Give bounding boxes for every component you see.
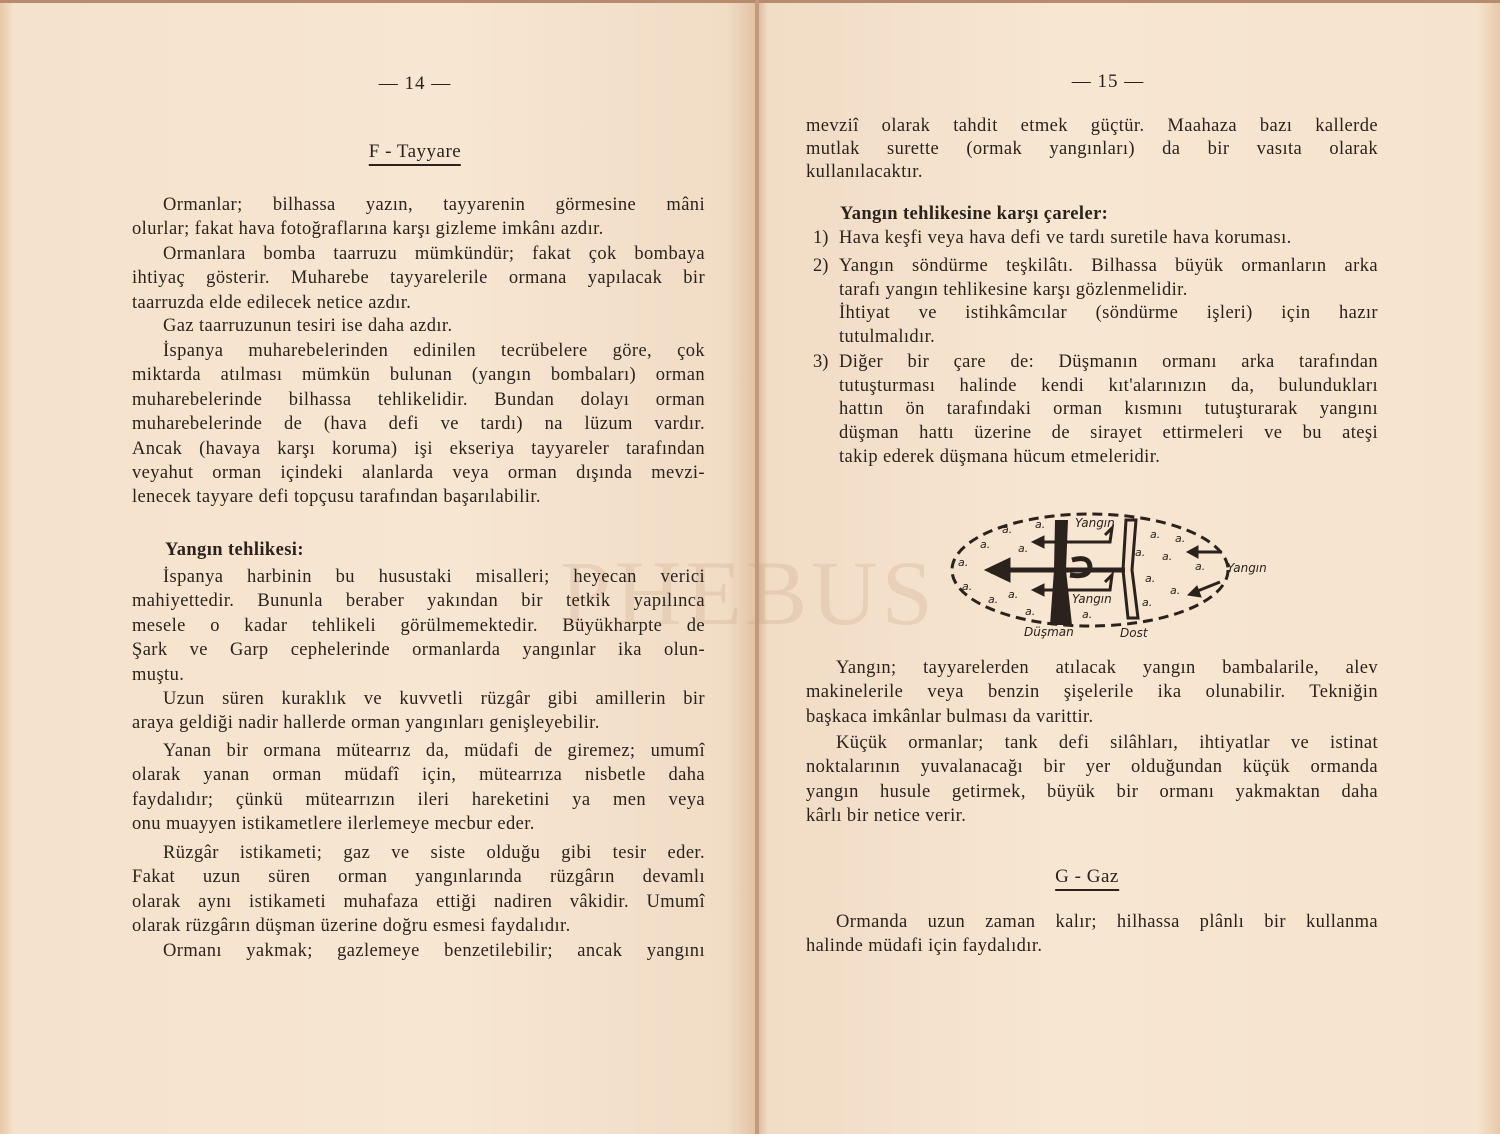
text-line: muharebelerinde de (hava defi ve tardı) na lüzum vardır. [132, 414, 705, 435]
text-line: Yangın; tayyarelerden atılacak yangın bambalarile, alev [836, 658, 1378, 678]
svg-text:a.: a. [988, 593, 999, 606]
text-line: olurlar; fakat hava fotoğraflarına karşı gizleme imkânı azdır. [132, 219, 604, 240]
page-number-right: — 15 — [1071, 71, 1145, 92]
text-line: Diğer bir çare de: Düşmanın ormanı arka tarafından [839, 352, 1378, 372]
section-title-f: F - Tayyare [369, 141, 461, 166]
text-line: Uzun süren kuraklık ve kuvvetli rüzgâr gibi amillerin bir [163, 689, 705, 709]
text-line: faydalıdır; çünkü mütearrızın ileri hareketini ya men veya [132, 789, 705, 810]
svg-text:a.: a. [1150, 528, 1161, 541]
text-line: Küçük ormanlar; tank defi silâhları, ihtiyatlar ve istinat [836, 733, 1378, 753]
text-line: olarak aynı istikameti muhafaza ettiği nadiren vâkidir. Umumî [132, 891, 705, 912]
list-number: 2) [813, 256, 829, 276]
text-line: hattın ön tarafındaki orman kısmını tutuşturarak yangını [839, 399, 1378, 420]
text-line: kârlı bir netice verir. [806, 806, 967, 827]
svg-text:a.: a. [1162, 550, 1173, 563]
svg-text:a.: a. [1170, 584, 1181, 597]
label-fire-right: Yangın [1227, 561, 1267, 575]
text-line: Ormanda uzun zaman kalır; hilhassa plânlı bir kullanma [836, 912, 1378, 932]
watermark: PHEBUS [560, 542, 937, 644]
svg-text:a.: a. [1082, 608, 1093, 621]
section-title-g: G - Gaz [1055, 866, 1119, 891]
svg-text:a.: a. [980, 538, 991, 551]
svg-text:a.: a. [1175, 532, 1186, 545]
svg-text:a.: a. [1025, 605, 1036, 618]
text-line: lenecek tayyare defi topçusu tarafından başarılabilir. [132, 487, 541, 508]
text-line: araya geldiği nadir hallerde orman yangınları genişleyebilir. [132, 713, 600, 734]
svg-text:a.: a. [1195, 560, 1206, 573]
text-line: onu muayyen istikametlere ilerlemeye mecbur eder. [132, 814, 535, 835]
text-line: veyahut orman içindeki alanlarda veya orman dışında mevzi- [132, 463, 705, 483]
page-number-left: — 14 — [378, 73, 452, 94]
text-line: Ancak (havaya karşı koruma) işi ekseriya tayyareler tarafından [132, 438, 705, 459]
list-number: 1) [813, 228, 829, 248]
text-line: Yanan bir ormana mütearrız da, müdafi de giremez; umumî [163, 741, 705, 761]
enemy-salient [1070, 559, 1090, 576]
section-heading: Yangın tehlikesi: [165, 540, 304, 560]
section-heading: Yangın tehlikesine karşı çareler: [840, 204, 1109, 224]
svg-text:a.: a. [962, 580, 973, 593]
svg-text:a.: a. [1002, 523, 1013, 536]
text-line: ihtiyaç gösterir. Muharebe tayyarelerile ormana yapılacak bir [132, 268, 705, 289]
text-line: Fakat uzun süren orman yangınlarında rüzgârın devamlı [132, 867, 705, 888]
text-line: tutulmalıdır. [839, 327, 936, 348]
text-line: mahiyettedir. Bununla beraber yakından bir tetkik yapılınca [132, 591, 705, 612]
text-line: mevziî olarak tahdit etmek güçtür. Maahaza bazı kallerde [806, 116, 1378, 136]
text-line: halinde müdafi için faydalıdır. [806, 936, 1043, 957]
svg-text:a.: a. [1035, 518, 1046, 531]
text-line: taarruzda elde edilecek netice azdır. [132, 292, 412, 313]
text-line: başkaca imkânlar bulması da varittir. [806, 706, 1094, 727]
text-line: muharebelerinde bilhassa tehlikelidir. Bundan dolayı orman [132, 389, 705, 410]
text-line: mesele o kadar tehlikeli görülmemektedir. Büyükharpte de [132, 615, 705, 636]
fire-arrows [985, 528, 1222, 597]
label-fire-top: Yangın [1075, 516, 1115, 530]
text-line: muştu. [132, 664, 185, 685]
text-line: makinelerile veya benzin şişelerile ika olunabilir. Tekniğin [806, 682, 1378, 703]
text-line: noktalarının yuvalanacağı bir yer olduğundan küçük ormanda [806, 757, 1378, 778]
svg-text:a.: a. [1142, 596, 1153, 609]
friendly-line [1123, 520, 1138, 618]
text-line: tarafı yangın tehlikesine karşı gözlenmelidir. [839, 279, 1188, 300]
text-line: İhtiyat ve istihkâmcılar (söndürme işleri) için hazır [839, 303, 1378, 324]
text-line: miktarda atılması mümkün bulunan (yangın bombaları) orman [132, 365, 705, 386]
forest-fire-diagram [940, 500, 1280, 645]
text-line: Yangın söndürme teşkilâtı. Bilhassa büyük ormanların arka [839, 256, 1378, 276]
svg-text:a.: a. [1145, 572, 1156, 585]
svg-text:a.: a. [990, 564, 1001, 577]
label-friend: Dost [1120, 626, 1148, 640]
svg-text:a.: a. [958, 556, 969, 569]
svg-text:a.: a. [1008, 588, 1019, 601]
text-line: İspanya muharebelerinden edinilen tecrübelere göre, çok [163, 341, 705, 361]
text-line: Gaz taarruzunun tesiri ise daha azdır. [163, 316, 453, 336]
text-line: İspanya harbinin bu husustaki misalleri; heyecan verici [163, 567, 705, 587]
text-line: yangın husule getirmek, büyük bir ormanı yakmaktan daha [806, 781, 1378, 802]
label-enemy: Düşman [1024, 625, 1074, 639]
book-gutter [755, 0, 759, 1134]
text-line: Ormanlara bomba taarruzu mümkündür; fakat çok bombaya [163, 244, 705, 264]
text-line: kullanılacaktır. [806, 162, 923, 182]
text-line: Hava keşfi veya hava defi ve tardı suretile hava koruması. [839, 228, 1292, 248]
text-line: Şark ve Garp cephelerinde ormanlarda yangınlar ika olun- [132, 640, 705, 661]
label-fire-bottom: Yangın [1072, 592, 1112, 606]
text-line: Rüzgâr istikameti; gaz ve siste olduğu gibi tesir eder. [163, 843, 705, 863]
text-line: olarak yanan orman müdafî için, mütearrıza nisbetle daha [132, 765, 705, 786]
text-line: mutlak surette (ormak yangınları) da bir vasıta olarak [806, 139, 1378, 159]
text-line: Ormanı yakmak; gazlemeye benzetilebilir; ancak yangını [163, 941, 705, 961]
svg-text:a.: a. [1018, 542, 1029, 555]
text-line: tutuşturması halinde kendi kıt'alarınızın da, bulundukları [839, 375, 1378, 396]
text-line: olarak rüzgârın düşman üzerine doğru esmesi faydalıdır. [132, 916, 571, 937]
text-line: takip ederek düşmana hücum etmeleridir. [839, 446, 1161, 467]
svg-text:a.: a. [1135, 546, 1146, 559]
list-number: 3) [813, 352, 829, 372]
text-line: düşman hattı üzerine de sirayet ettirmeleri ve bu ateşi [839, 423, 1378, 444]
text-line: Ormanlar; bilhassa yazın, tayyarenin görmesine mâni [163, 195, 705, 215]
